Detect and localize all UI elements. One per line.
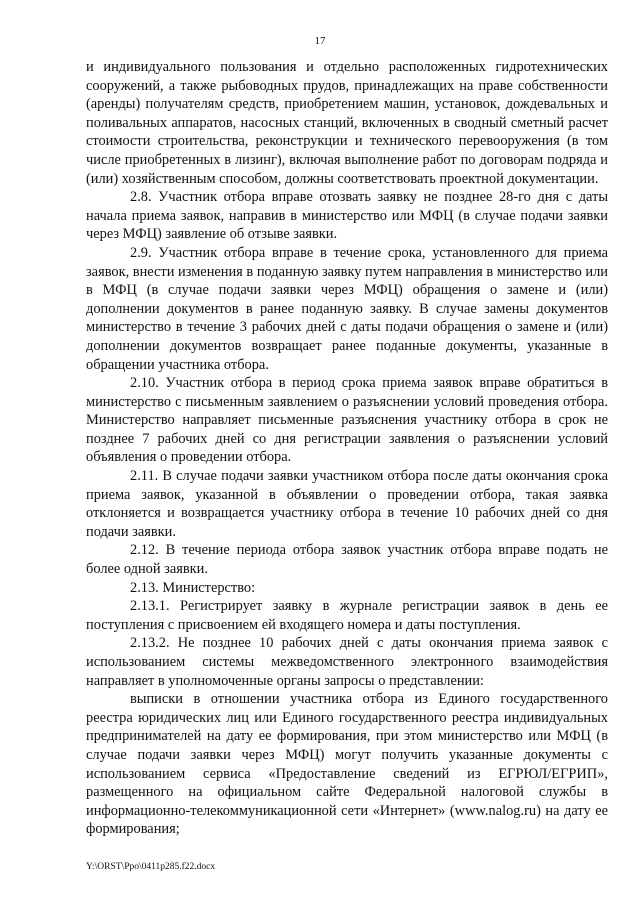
document-body [86,58,608,839]
paragraph-2-11: 2.11. В случае подачи заявки участником отбора после даты окончания срока приема заявок, указанной в объявлении о проведении отбора, такая заявка отклоняется и возвращается участнику отбора в течение 10 рабочих дней со дня подачи заявки. [86,468,608,540]
paragraph-2-8: 2.8. Участник отбора вправе отозвать заявку не позднее 28-го дня с даты начала приема заявок, направив в министерство или МФЦ (в случае подачи заявки через МФЦ) заявление об отзыве заявки. [86,189,608,243]
paragraph-continuation: и индивидуального пользования и отдельно расположенных гидротехнических сооружений, а также рыбоводных прудов, принадлежащих на праве собственности (аренды) получателям средств, приобретением машин, установок, дождевальных и поливальных аппаратов, насосных станций, включенных в сводный сметный расчет стоимости строительства, реконструкции и технического перевооружения (в том числе приобретенных в лизинг), включая выполнение работ по договорам подряда и (или) хозяйственным способом, должны соответствовать проектной документации. [86,59,608,187]
footer-file-path: Y:\ORST\Ppo\0411p285.f22.docx [86,862,216,872]
paragraph-2-13: 2.13. Министерство: [130,579,256,596]
paragraph-2-13-2: 2.13.2. Не позднее 10 рабочих дней с даты окончания приема заявок с использованием системы межведомственного электронного взаимодействия направляет в уполномоченные органы запросы о представлении: [86,635,608,689]
page-number: 17 [314,35,326,47]
paragraph-extract-egrul: выписки в отношении участника отбора из Единого государственного реестра юридических лиц или Единого государственного реестра индивидуальных предпринимателей на дату ее формирования, при этом министерство или МФЦ (в случае подачи заявки через МФЦ) могут получить указанные документы с использованием сервиса «Предоставление сведений из ЕГРЮЛ/ЕГРИП», размещенного на официальном сайте Федеральной налоговой службы в информационно-телекоммуникационной сети «Интернет» (www.nalog.ru) на дату ее формирования; [86,691,608,838]
paragraph-2-10: 2.10. Участник отбора в период срока приема заявок вправе обратиться в министерство с письменным заявлением о разъяснении условий проведения отбора. Министерство направляет письменные разъяснения участнику отбора в срок не позднее 7 рабочих дней со дня регистрации заявления о разъяснении условий объявления о проведении отбора. [86,375,608,466]
paragraph-2-12: 2.12. В течение периода отбора заявок участник отбора вправе подать не более одной заявки. [86,542,608,578]
paragraph-2-9: 2.9. Участник отбора вправе в течение срока, установленного для приема заявок, внести изменения в поданную заявку путем направления в министерство или в МФЦ (в случае подачи заявки через МФЦ) обращения о замене и (или) дополнении документов в ранее поданную заявку. В случае замены документов министерство в течение 3 рабочих дней с даты подачи обращения о замене и (или) дополнении документов возвращает ранее поданные документы, указанные в обращении участника отбора. [86,244,608,373]
paragraph-2-13-1: 2.13.1. Регистрирует заявку в журнале регистрации заявок в день ее поступления с присвоением ей входящего номера и даты поступления. [86,598,608,633]
